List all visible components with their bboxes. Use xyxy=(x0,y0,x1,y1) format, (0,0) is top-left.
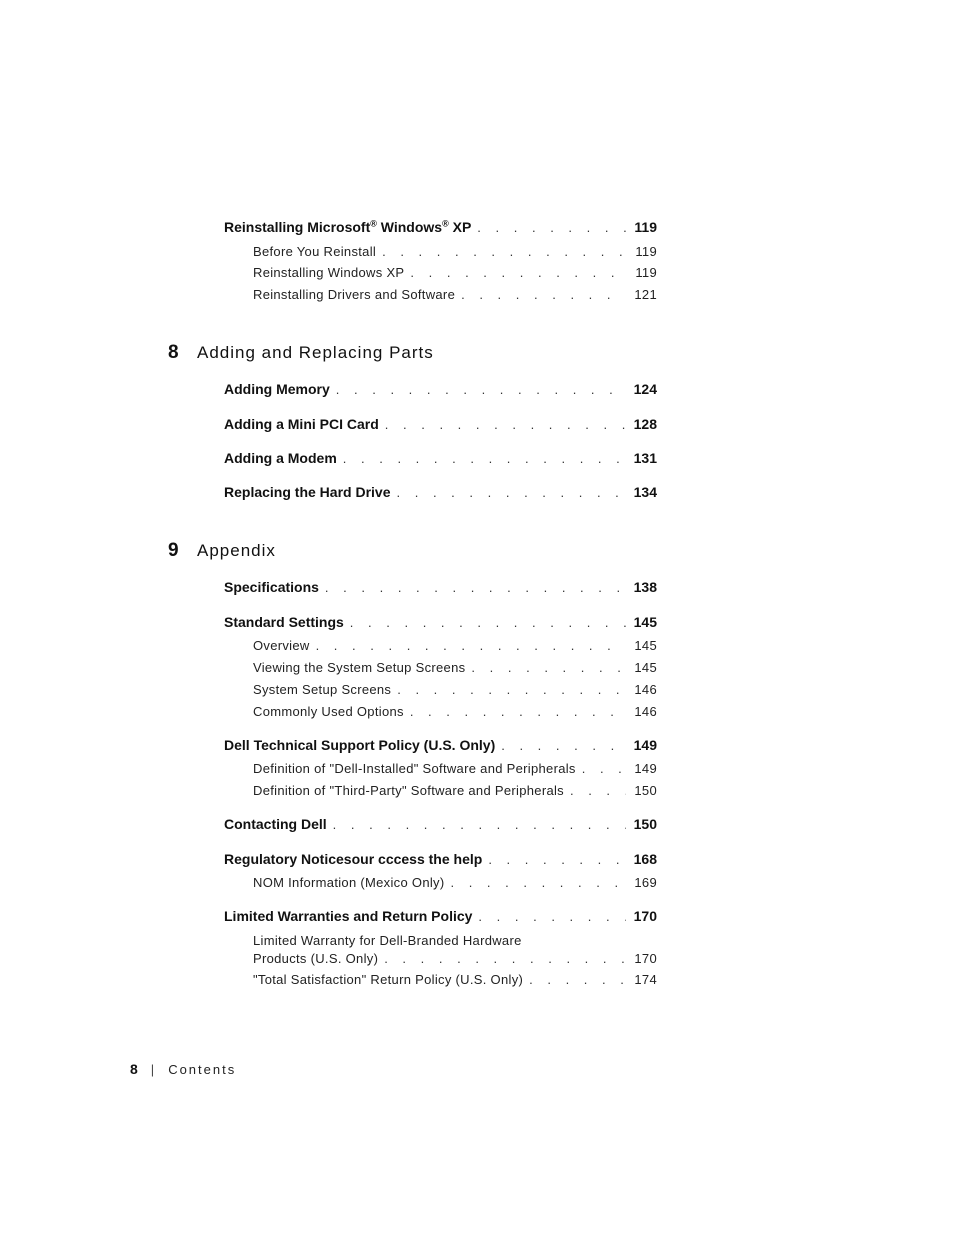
toc-entry[interactable]: Specifications . . . 138 xyxy=(224,579,657,595)
dot-leader xyxy=(384,951,626,966)
toc-subentry[interactable]: Reinstalling Drivers and Software . . . 121 xyxy=(253,287,657,302)
chapter-number: 8 xyxy=(168,342,179,363)
toc-subentry[interactable]: NOM Information (Mexico Only) . . . 169 xyxy=(253,875,657,890)
toc-entry-reinstalling-windows[interactable] xyxy=(224,219,657,235)
page-footer xyxy=(130,1061,236,1077)
dot-leader xyxy=(382,244,627,259)
toc-subentry[interactable]: Commonly Used Options . . . 146 xyxy=(253,704,657,719)
dot-leader xyxy=(385,417,626,432)
dot-leader xyxy=(478,909,625,924)
dot-leader xyxy=(333,817,626,832)
toc-entry[interactable]: Regulatory Noticesour cccess the help . . . 168 xyxy=(224,851,657,867)
toc-entry-title: Reinstalling Microsoft® Windows® XP xyxy=(224,218,472,235)
toc-subentry[interactable]: System Setup Screens . . . 146 xyxy=(253,682,657,697)
toc-entry[interactable]: Standard Settings . . . 145 xyxy=(224,614,657,630)
dot-leader xyxy=(570,783,626,798)
toc-entry[interactable]: Replacing the Hard Drive . . . 134 xyxy=(224,484,657,500)
footer-page-number: 8 xyxy=(130,1061,138,1077)
dot-leader xyxy=(350,615,626,630)
dot-leader xyxy=(477,220,626,235)
dot-leader xyxy=(336,382,626,397)
toc-subentry[interactable]: Reinstalling Windows XP . . . 119 xyxy=(253,265,657,280)
dot-leader xyxy=(325,580,626,595)
dot-leader xyxy=(450,875,626,890)
chapter-title: Adding and Replacing Parts xyxy=(197,343,434,362)
toc-subentry[interactable]: Definition of "Dell-Installed" Software and Peripherals . . . 149 xyxy=(253,761,657,776)
footer-section-label: Contents xyxy=(168,1062,237,1077)
dot-leader xyxy=(397,485,626,500)
toc-entry[interactable]: Adding a Modem . . . 131 xyxy=(224,450,657,466)
toc-entry[interactable]: Contacting Dell . . . 150 xyxy=(224,816,657,832)
toc-page-number: 119 xyxy=(634,219,657,235)
dot-leader xyxy=(461,287,626,302)
toc-entry[interactable]: Adding a Mini PCI Card . . . 128 xyxy=(224,416,657,432)
toc-subentry[interactable]: "Total Satisfaction" Return Policy (U.S. Only) . . . 174 xyxy=(253,972,657,987)
chapter-number: 9 xyxy=(168,540,179,561)
dot-leader xyxy=(410,265,627,280)
dot-leader xyxy=(488,852,625,867)
dot-leader xyxy=(501,738,625,753)
dot-leader xyxy=(316,638,627,653)
dot-leader xyxy=(410,704,627,719)
chapter-heading-8 xyxy=(168,342,434,364)
toc-subentry[interactable]: Viewing the System Setup Screens . . . 145 xyxy=(253,660,657,675)
toc-entry[interactable]: Adding Memory . . . 124 xyxy=(224,381,657,397)
toc-subentry[interactable]: Overview . . . 145 xyxy=(253,638,657,653)
dot-leader xyxy=(529,972,626,987)
toc-subentry[interactable]: Definition of "Third-Party" Software and Peripherals . . . 150 xyxy=(253,783,657,798)
chapter-heading-9 xyxy=(168,540,276,562)
dot-leader xyxy=(397,682,626,697)
footer-separator: | xyxy=(150,1062,155,1077)
toc-entry[interactable]: Limited Warranties and Return Policy . . . 170 xyxy=(224,908,657,924)
dot-leader xyxy=(582,761,627,776)
toc-subentry-line2: Products (U.S. Only) . . . 170 xyxy=(253,951,657,966)
dot-leader xyxy=(471,660,626,675)
dot-leader xyxy=(343,451,626,466)
toc-entry[interactable]: Dell Technical Support Policy (U.S. Only) . . . 149 xyxy=(224,737,657,753)
toc-subentry[interactable]: Before You Reinstall . . . 119 xyxy=(253,244,657,259)
toc-subentry[interactable]: Limited Warranty for Dell-Branded Hardware Products (U.S. Only) . . . 170 xyxy=(253,933,657,966)
chapter-title: Appendix xyxy=(197,541,276,560)
